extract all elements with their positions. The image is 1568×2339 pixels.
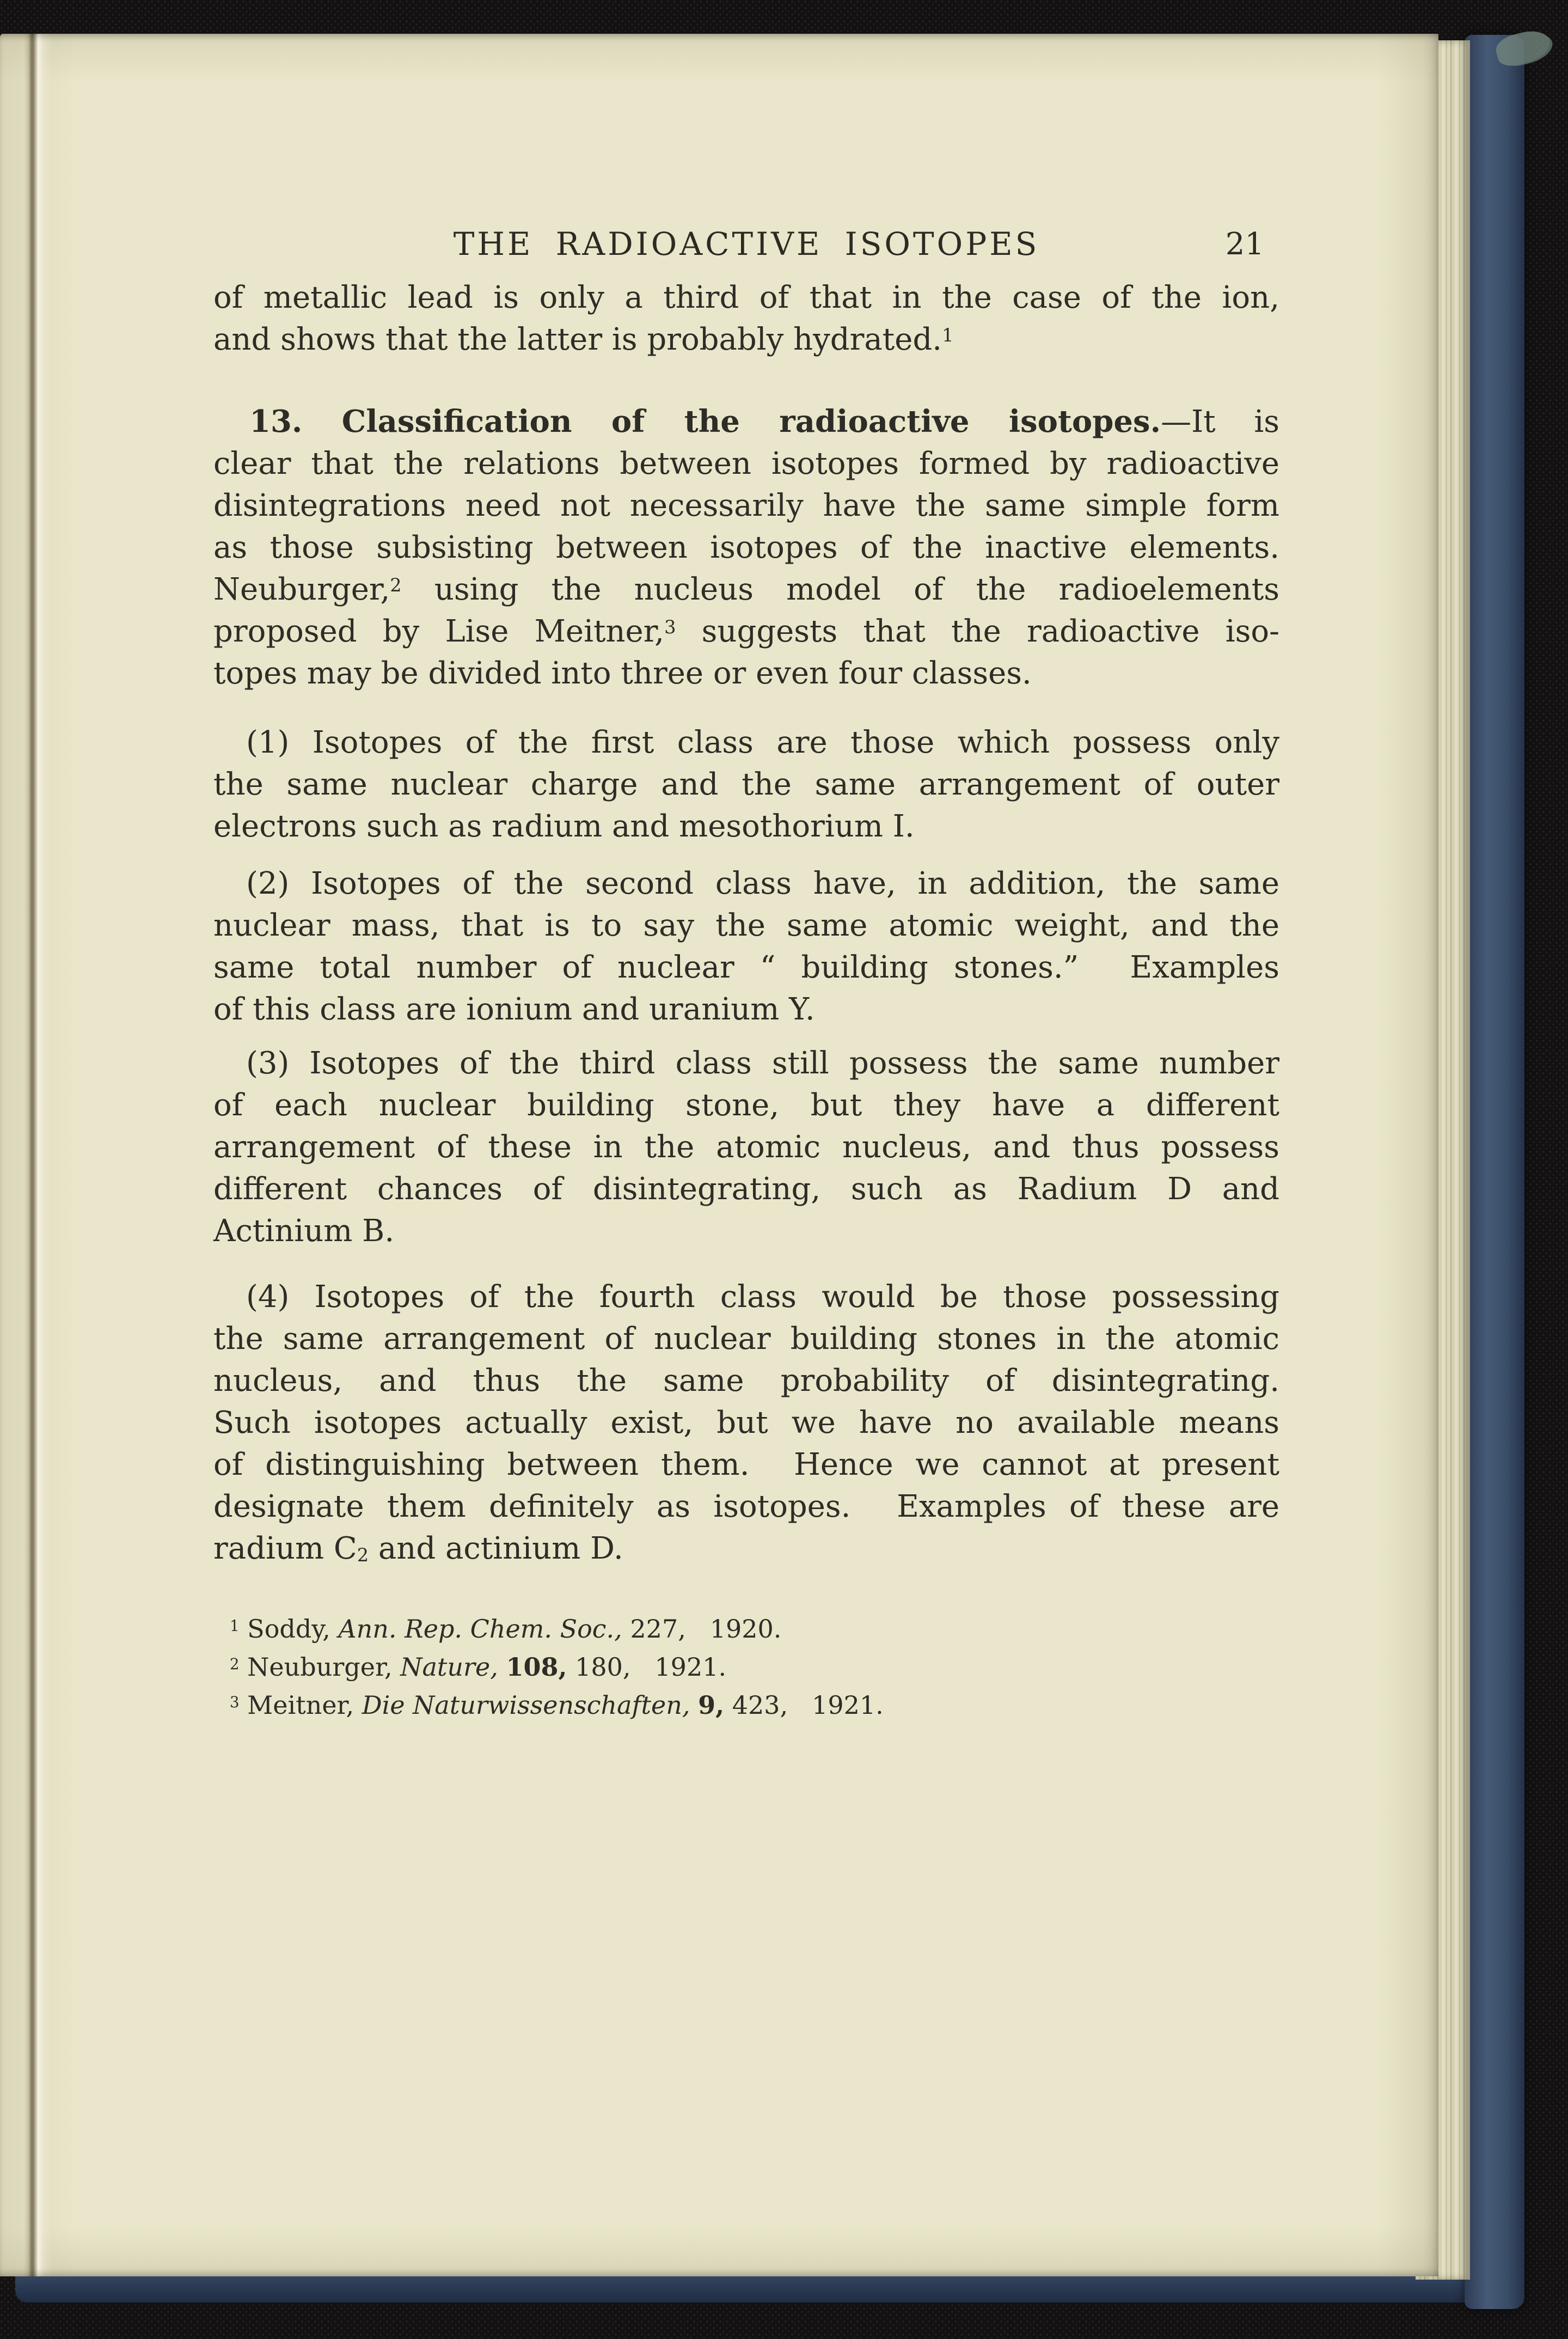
text-line: $^3$ Meitner, Die Naturwissenschaften, 9, 423, 1921.	[230, 1690, 884, 1720]
running-head-title: THE RADIOACTIVE ISOTOPES	[453, 225, 1040, 262]
book-cover-right-edge	[1465, 35, 1524, 2309]
text-line: Actinium B.	[213, 1213, 395, 1249]
paragraph-class-4	[213, 1276, 1279, 1569]
page-number: 21	[1225, 227, 1264, 262]
text-line: of distinguishing between them. Hence we cannot at present	[213, 1447, 1279, 1482]
text-line: radium $C_2$ and actinium D.	[213, 1531, 623, 1566]
page-gutter-crease	[24, 34, 52, 2276]
text-line: $^1$ Soddy, Ann. Rep. Chem. Soc., 227, 1920.	[230, 1614, 782, 1644]
footnotes	[213, 1610, 1279, 1724]
paragraph-continuation	[213, 277, 1279, 361]
text-line: nucleus, and thus the same probability of disintegrating.	[213, 1363, 1279, 1398]
page-text	[213, 277, 1279, 1724]
text-line: the same arrangement of nuclear building stones in the atomic	[213, 1321, 1279, 1357]
text-line: (1) Isotopes of the first class are those which possess only	[246, 725, 1279, 760]
text-line: of this class are ionium and uranium Y.	[213, 992, 815, 1027]
text-line: (3) Isotopes of the third class still possess the same number	[246, 1046, 1279, 1081]
text-line: Such isotopes actually exist, but we have no available means	[213, 1405, 1279, 1440]
text-line: $^2$ Neuburger, Nature, 108, 180, 1921.	[230, 1652, 727, 1682]
text-line: topes may be divided into three or even four classes.	[213, 656, 1032, 691]
text-line: electrons such as radium and mesothorium I.	[213, 809, 915, 844]
text-line: designate them definitely as isotopes. Examples of these are	[213, 1489, 1279, 1524]
text-line: nuclear mass, that is to say the same atomic weight, and the	[213, 908, 1279, 943]
text-line: of metallic lead is only a third of that in the case of the ion,	[213, 280, 1279, 315]
text-line: of each nuclear building stone, but they have a different	[213, 1088, 1279, 1123]
text-line: 13. Classification of the radioactive isotopes.—It is	[249, 404, 1279, 439]
text-line: disintegrations need not necessarily have the same simple form	[213, 488, 1279, 523]
book-page	[0, 34, 1438, 2276]
text-line: clear that the relations between isotopes formed by radioactive	[213, 446, 1279, 481]
paragraph-class-3	[213, 1042, 1279, 1252]
paragraph-class-2	[213, 863, 1279, 1030]
text-line: (2) Isotopes of the second class have, in addition, the same	[246, 866, 1279, 901]
text-line: (4) Isotopes of the fourth class would be those possessing	[246, 1279, 1279, 1315]
text-line: different chances of disintegrating, such as Radium D and	[213, 1171, 1279, 1207]
text-line: and shows that the latter is probably hydrated.$^1$	[213, 322, 954, 357]
paragraph-section-13	[213, 401, 1279, 694]
text-line: arrangement of these in the atomic nucleus, and thus possess	[213, 1129, 1279, 1165]
text-line: same total number of nuclear “ building stones.” Examples	[213, 950, 1279, 985]
running-head	[213, 225, 1279, 265]
text-line: proposed by Lise Meitner,$^3$ suggests that the radioactive iso-	[213, 614, 1279, 649]
text-line: as those subsisting between isotopes of the inactive elements.	[213, 530, 1279, 565]
text-line: Neuburger,$^2$ using the nucleus model of the radioelements	[213, 572, 1279, 607]
paragraph-class-1	[213, 722, 1279, 847]
text-line: the same nuclear charge and the same arrangement of outer	[213, 767, 1279, 802]
